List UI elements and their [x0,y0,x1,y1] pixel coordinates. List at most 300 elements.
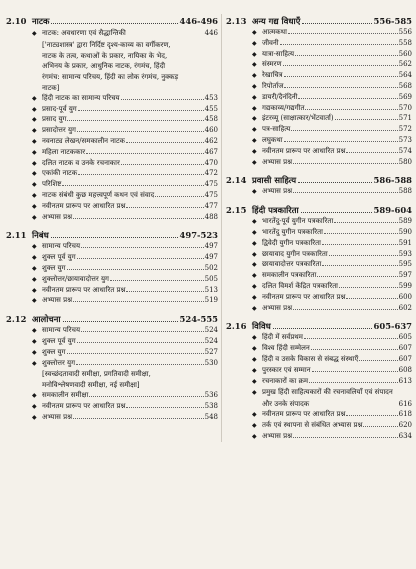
intro-line [6,51,218,62]
bullet-icon: ◆ [252,345,257,353]
toc-entry-title: शुक्ल युग [42,347,66,356]
bullet-icon: ◆ [252,282,257,290]
toc-entry-title: शुक्ल पूर्व युग [42,336,76,345]
dot-leader [273,328,372,329]
dot-leader [298,182,371,183]
toc-entry-page: 467 [204,147,218,156]
dot-leader [324,233,398,234]
toc-entry [226,344,412,355]
toc-entry-page: 616 [398,400,412,409]
bullet-icon: ◆ [32,264,37,272]
note-line [6,380,218,391]
toc-entry-title: शुक्लोत्तर/छायावादोत्तर युग [42,274,109,283]
toc-entry [6,213,218,224]
bullet-icon: ◆ [32,348,37,356]
toc-entry-page: 530 [204,358,218,367]
toc-entry-page: 497 [204,253,218,262]
dot-leader [298,98,397,99]
toc-entry-title: नवीनतम प्रारूप पर आधारित प्रश्न [42,285,126,294]
toc-entry [6,264,218,275]
toc-entry-title: शुक्लोत्तर युग [42,358,76,367]
dot-leader [81,331,204,332]
bullet-icon: ◆ [252,421,257,429]
toc-entry-page: 446 [204,29,218,37]
toc-entry-page: 548 [204,412,218,421]
dot-leader [322,265,397,266]
toc-entry-page: 564 [398,71,412,80]
dot-leader [295,55,398,56]
toc-entry-page: 572 [398,125,412,134]
dot-leader [67,120,203,121]
bullet-icon: ◆ [252,334,257,342]
toc-entry [226,271,412,282]
toc-entry-page: 538 [204,401,218,410]
toc-entry-page: 519 [204,296,218,305]
toc-entry [6,180,218,191]
dot-leader [284,76,398,77]
note-line [6,369,218,380]
toc-entry-page: 536 [204,390,218,399]
toc-entry-page: 599 [398,281,412,290]
toc-entry-title: शुक्ल पूर्व युग [42,253,76,262]
bullet-icon: ◆ [252,272,257,280]
bullet-icon: ◆ [32,213,37,221]
bullet-icon: ◆ [252,389,257,397]
dot-leader [51,237,178,238]
bullet-icon: ◆ [32,202,37,210]
toc-entry-title: रेखाचित्र [262,71,283,80]
toc-entry [226,147,412,158]
dot-leader [283,65,398,66]
intro-text: रंगमंच: सामान्य परिचय, हिंदी का लोक रंगमंच, नुक्कड़ [42,73,179,82]
note-text: [स्वच्छंदतावादी समीक्षा, प्रगतिवादी समीक्षा, [42,370,151,379]
toc-entry-page: 607 [398,354,412,363]
bullet-icon: ◆ [32,254,37,262]
toc-entry-title: हिंदी में सर्वप्रथम [262,333,303,342]
bullet-icon: ◆ [252,377,257,385]
toc-entry-title: रिपोर्ताज [262,81,284,90]
toc-entry-page: 497 [204,242,218,251]
toc-entry-title: परिशिष्ट [42,180,62,189]
dot-leader [110,280,204,281]
bullet-icon: ◆ [32,243,37,251]
section-title: विविध [252,321,271,332]
dot-leader [317,276,397,277]
toc-entry [226,304,412,315]
dot-leader [311,349,398,350]
bullet-icon: ◆ [32,327,37,335]
toc-entry-page: 605 [398,333,412,342]
toc-entry-title: यात्रा-साहित्य [262,49,295,58]
dot-leader [126,142,204,143]
bullet-icon: ◆ [252,239,257,247]
dot-leader [126,291,203,292]
toc-entry-page: 613 [398,376,412,385]
bullet-icon: ◆ [252,115,257,123]
dot-leader [121,99,204,100]
bullet-icon: ◆ [252,228,257,236]
toc-entry [226,355,412,366]
section-heading [6,314,218,326]
section-heading [226,321,412,333]
toc-entry-page: 634 [398,431,412,440]
dot-leader [76,364,204,365]
toc-entry [6,337,218,348]
bullet-icon: ◆ [252,410,257,418]
dot-leader [291,130,397,131]
toc-entry-title: छायावादोत्तर पत्रकारिता [262,260,322,269]
toc-entry-page: 470 [204,158,218,167]
section-pages: 524-555 [179,314,218,325]
toc-entry-title: सामान्य परिचय [42,326,81,335]
toc-entry-page: 505 [204,274,218,283]
toc-entry-page: 597 [398,271,412,280]
section-heading [226,16,412,28]
toc-entry-page: 602 [398,303,412,312]
toc-entry [6,105,218,116]
toc-entry-page: 475 [204,190,218,199]
bullet-icon: ◆ [32,413,37,421]
dot-leader [78,110,204,111]
toc-entry-title: नवीनतम प्रारूप पर आधारित प्रश्न [42,401,126,410]
intro-line [6,40,218,51]
toc-entry [6,191,218,202]
toc-entry-page: 574 [398,146,412,155]
toc-entry-page: 589 [398,217,412,226]
toc-entry-title: पत्र-साहित्य [262,125,291,134]
bullet-icon: ◆ [252,147,257,155]
section-number: 2.15 [226,205,247,216]
dot-leader [126,407,203,408]
section-title: नाटक [32,16,50,26]
dot-leader [73,301,204,302]
dot-leader [346,298,397,299]
toc-entry [6,159,218,170]
toc-entry-page: 475 [204,180,218,189]
section-number: 2.10 [6,16,27,26]
toc-entry-page: 570 [398,103,412,112]
dot-leader [121,164,204,165]
intro-text: नाटक: अवधारणा एवं सैद्धान्तिकी [42,29,126,37]
toc-entry-title: समकालीन समीक्षा [42,390,89,399]
toc-entry-title: आत्मकथा [262,28,287,36]
toc-entry [6,148,218,159]
bullet-icon: ◆ [32,297,37,305]
toc-entry [226,366,412,377]
bullet-icon: ◆ [32,402,37,410]
wrap-line [226,399,412,410]
toc-entry-page: 488 [204,212,218,221]
bullet-icon: ◆ [252,158,257,166]
toc-entry [6,202,218,213]
toc-entry [6,348,218,359]
toc-entry [6,253,218,264]
toc-entry-page: 593 [398,249,412,258]
section-title: प्रवासी साहित्य [252,175,297,186]
dot-leader [293,163,398,164]
bullet-icon: ◆ [32,137,37,145]
dot-leader [284,141,398,142]
bullet-icon: ◆ [252,136,257,144]
toc-entry [226,239,412,250]
toc-entry [226,50,412,61]
intro-line [6,61,218,72]
bullet-icon: ◆ [32,391,37,399]
section-gap [6,307,218,312]
toc-entry-page: 607 [398,344,412,353]
bullet-icon: ◆ [32,275,37,283]
toc-entry-page: 568 [398,81,412,90]
dot-leader [293,192,398,193]
section-gap [226,198,412,203]
toc-entry [226,377,412,388]
toc-entry-page: 595 [398,260,412,269]
toc-entry-page: 573 [398,135,412,144]
bullet-icon: ◆ [252,261,257,269]
section-pages: 589-604 [373,205,412,216]
bullet-icon: ◆ [32,191,37,199]
dot-leader [62,185,203,186]
toc-entry-title: अभ्यास प्रश्न [262,187,293,196]
bullet-icon: ◆ [32,337,37,345]
bullet-icon: ◆ [252,82,257,90]
wrap-text: और उनके संपादक [262,400,310,409]
toc-entry-title: भारतेंदु युगीन पत्रकारिता [262,227,323,236]
toc-entry-title: विश्व हिंदी सम्मेलन [262,344,310,353]
toc-entry-title: अभ्यास प्रश्न [42,212,73,221]
toc-entry-title: प्रसादोत्तर युग [42,126,76,135]
dot-leader [77,342,204,343]
dot-leader [280,44,398,45]
bullet-icon: ◆ [252,50,257,58]
dot-leader [334,222,397,223]
bullet-icon: ◆ [252,126,257,134]
toc-entry [6,402,218,413]
toc-entry-title: जीवनी [262,38,279,47]
toc-entry [226,333,412,344]
toc-entry-title: अभ्यास प्रश्न [42,412,73,421]
toc-entry-page: 524 [204,336,218,345]
toc-entry-title: अभ्यास प्रश्न [42,296,73,305]
toc-entry-title: अभ्यास प्रश्न [262,431,293,440]
section-pages: 497-523 [179,230,218,241]
dot-leader [126,207,203,208]
toc-entry-page: 590 [398,227,412,236]
bullet-icon: ◆ [32,148,37,156]
dot-leader [301,212,372,213]
toc-entry-page: 620 [398,420,412,429]
toc-entry-page: 571 [398,114,412,123]
bullet-icon: ◆ [252,218,257,226]
section-number: 2.13 [226,16,247,26]
toc-entry [226,114,412,125]
toc-entry-title: हिंदी व उसके विकास से संबद्ध संस्थाएँ [262,354,359,363]
bullet-icon: ◆ [252,432,257,440]
toc-entry-title: सामान्य परिचय [42,242,81,251]
dot-leader [293,309,398,310]
toc-entry [6,126,218,137]
toc-entry-title: महिला नाटककार [42,147,86,156]
toc-entry [226,410,412,421]
dot-leader [329,255,398,256]
bullet-icon: ◆ [252,188,257,196]
dot-leader [302,23,371,24]
section-gap [6,223,218,228]
section-heading [226,205,412,217]
dot-leader [293,437,398,438]
toc-entry-page: 600 [398,292,412,301]
toc-entry [226,421,412,432]
dot-leader [73,418,204,419]
section-title: हिंदी पत्रकारिता [252,205,299,216]
toc-entry [6,391,218,402]
toc-entry [226,250,412,261]
toc-entry-title: अभ्यास प्रश्न [262,303,293,312]
bullet-icon: ◆ [32,286,37,294]
bullet-icon: ◆ [252,250,257,258]
toc-entry-page: 477 [204,201,218,210]
dot-leader [288,33,398,34]
dot-leader [77,258,204,259]
bullet-icon: ◆ [32,181,37,189]
toc-entry [226,39,412,50]
dot-leader [67,269,204,270]
dot-leader [304,338,398,339]
intro-line [6,72,218,83]
dot-leader [359,360,397,361]
toc-entry-title: प्रसाद-पूर्व युग [42,104,77,113]
toc-entry-page: 462 [204,136,218,145]
toc-entry-title: नवनाट्य लेखन/समकालीन नाटक [42,136,125,145]
toc-entry-page: 502 [204,263,218,272]
dot-leader [89,396,203,397]
toc-entry-page: 453 [204,93,218,102]
dot-leader [346,415,397,416]
toc-entry-page: 580 [398,157,412,166]
bullet-icon: ◆ [32,159,37,167]
dot-leader [81,247,204,248]
intro-line [6,83,218,94]
bullet-icon: ◆ [32,127,37,135]
wrap-text: प्रमुख हिंदी साहित्यकारों की रचनावलियाँ एवं संपादन [262,388,393,397]
dot-leader [312,371,398,372]
toc-entry-title: इंटरव्यू (साक्षात्कार/भेंटवार्ता) [262,114,334,123]
toc-entry [6,413,218,424]
toc-entry [226,104,412,115]
toc-entry-page: 569 [398,92,412,101]
bullet-icon: ◆ [32,116,37,124]
toc-entry-page: 460 [204,126,218,135]
toc-entry [6,296,218,307]
toc-entry-title: लघुकथा [262,135,283,144]
bullet-icon: ◆ [32,105,37,113]
toc-entry-page: 472 [204,169,218,178]
section-heading [6,16,218,28]
dot-leader [63,321,178,322]
bullet-icon: ◆ [252,39,257,47]
toc-entry [6,359,218,370]
section-pages: 556-585 [373,16,412,26]
section-number: 2.12 [6,314,27,325]
bullet-icon: ◆ [252,93,257,101]
toc-entry [226,93,412,104]
toc-entry-title: दलित विमर्श केंद्रित पत्रकारिता [262,281,338,290]
intro-text: नाटक के तत्व, कथाओं के प्रकार, नायिका के भेद, [42,51,168,60]
dot-leader [284,87,397,88]
section-pages: 605-637 [373,321,412,332]
toc-entry [6,115,218,126]
toc-entry-title: द्विवेदी युगीन पत्रकारिता [262,238,321,247]
wrap-line [226,387,412,399]
toc-entry-title: छायावाद युगीन पत्रकारिता [262,249,328,258]
intro-text: अभिनय के प्रकार, आधुनिक नाटक, रंगमंच, हिंदी [42,62,166,71]
toc-entry-title: दलित नाटक व उनके रचनाकार [42,158,120,167]
toc-entry-page: 560 [398,49,412,58]
toc-entry-title: एकांकी नाटक [42,169,78,178]
toc-entry-page: 455 [204,104,218,113]
toc-entry-title: गद्यकाव्य/गद्यगीत [262,103,305,112]
section-number: 2.11 [6,230,27,241]
toc-entry [226,125,412,136]
toc-entry [226,136,412,147]
toc-entry-page: 458 [204,115,218,124]
toc-entry-page: 527 [204,347,218,356]
toc-entry [226,282,412,293]
toc-entry [226,158,412,169]
toc-entry-title: नाटक संबंधी कुछ महत्त्वपूर्ण कथन एवं संवाद [42,190,155,199]
toc-entry-title: शुक्ल युग [42,263,66,272]
dot-leader [155,196,203,197]
toc-entry-title: डायरी/दैनंदिनी [262,92,298,101]
bullet-icon: ◆ [32,359,37,367]
intro-text: नाटक] [42,83,60,92]
dot-leader [78,174,204,175]
dot-leader [305,109,397,110]
section-title: अन्य गद्य विधाएँ [252,16,301,26]
toc-entry-title: नवीनतम प्रारूप पर आधारित प्रश्न [262,409,346,418]
toc-entry [226,260,412,271]
toc-entry [6,169,218,180]
dot-leader [322,244,398,245]
toc-entry [6,326,218,337]
bullet-icon: ◆ [252,366,257,374]
intro-line [6,28,218,40]
bullet-icon: ◆ [32,94,37,102]
toc-entry [6,242,218,253]
intro-text: ['नाट्यशास्त्र' द्वारा निर्दिष्ट दृश्य-काव्य का वर्गीकरण, [42,40,171,49]
dot-leader [339,287,398,288]
toc-entry-page: 562 [398,60,412,69]
toc-entry-title: समकालीन पत्रकारिता [262,271,317,280]
toc-entry-title: भारतेंदु-पूर्व युगीन पत्रकारिता [262,217,334,226]
toc-entry-title: प्रसाद युग [42,115,67,124]
section-title: आलोचना [32,314,61,325]
toc-entry-page: 556 [398,28,412,36]
section-heading [226,175,412,187]
toc-entry [6,275,218,286]
toc-entry [226,28,412,39]
dot-leader [67,353,204,354]
bullet-icon: ◆ [252,104,257,112]
toc-entry [6,94,218,105]
toc-entry-title: रचनाकारों का क्रम [262,376,309,385]
dot-leader [73,218,204,219]
section-gap [226,168,412,173]
toc-entry-page: 618 [398,409,412,418]
toc-left-column [6,14,218,423]
dot-leader [51,23,177,24]
toc-entry-title: नवीनतम प्रारूप पर आधारित प्रश्न [262,146,346,155]
